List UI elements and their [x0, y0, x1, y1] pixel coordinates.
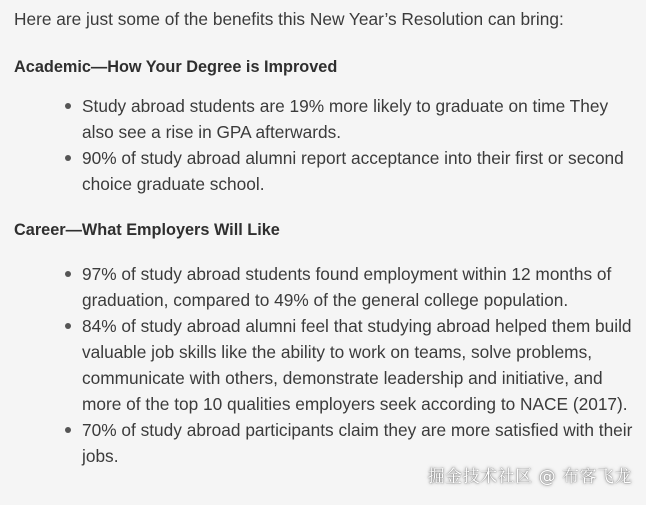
- intro-paragraph: Here are just some of the benefits this New Year’s Resolution can bring:: [14, 9, 564, 29]
- list-item: [14, 313, 640, 417]
- list-item-text: 70% of study abroad participants claim they are more satisfied with their jobs.: [82, 420, 633, 466]
- bullet-icon: [65, 427, 71, 433]
- section-heading-career: Career—What Employers Will Like: [14, 221, 280, 239]
- article-body: [14, 0, 640, 469]
- career-benefits-list: [14, 261, 640, 469]
- academic-benefits-list: [14, 93, 640, 197]
- bullet-icon: [65, 155, 71, 161]
- list-item: [14, 145, 640, 197]
- list-item-text: Study abroad students are 19% more likely to graduate on time They also see a rise in GPA afterwards.: [82, 96, 609, 142]
- list-item-text: 84% of study abroad alumni feel that studying abroad helped them build valuable job skills like the ability to work on teams, solve problems, communicate with others, demonstrate leadership and initiative, and more of the top 10 qualities employers seek according to NACE (2017).: [82, 316, 632, 414]
- bullet-icon: [65, 103, 71, 109]
- list-item-text: 97% of study abroad students found employment within 12 months of graduation, compared to 49% of the general college population.: [82, 264, 612, 310]
- bullet-icon: [65, 323, 71, 329]
- list-item: [14, 261, 640, 313]
- bullet-icon: [65, 271, 71, 277]
- section-heading-academic: Academic—How Your Degree is Improved: [14, 58, 338, 76]
- list-item-text: 90% of study abroad alumni report acceptance into their first or second choice graduate school.: [82, 148, 624, 194]
- watermark: 掘金技术社区 @ 布客飞龙: [427, 467, 632, 487]
- list-item: [14, 93, 640, 145]
